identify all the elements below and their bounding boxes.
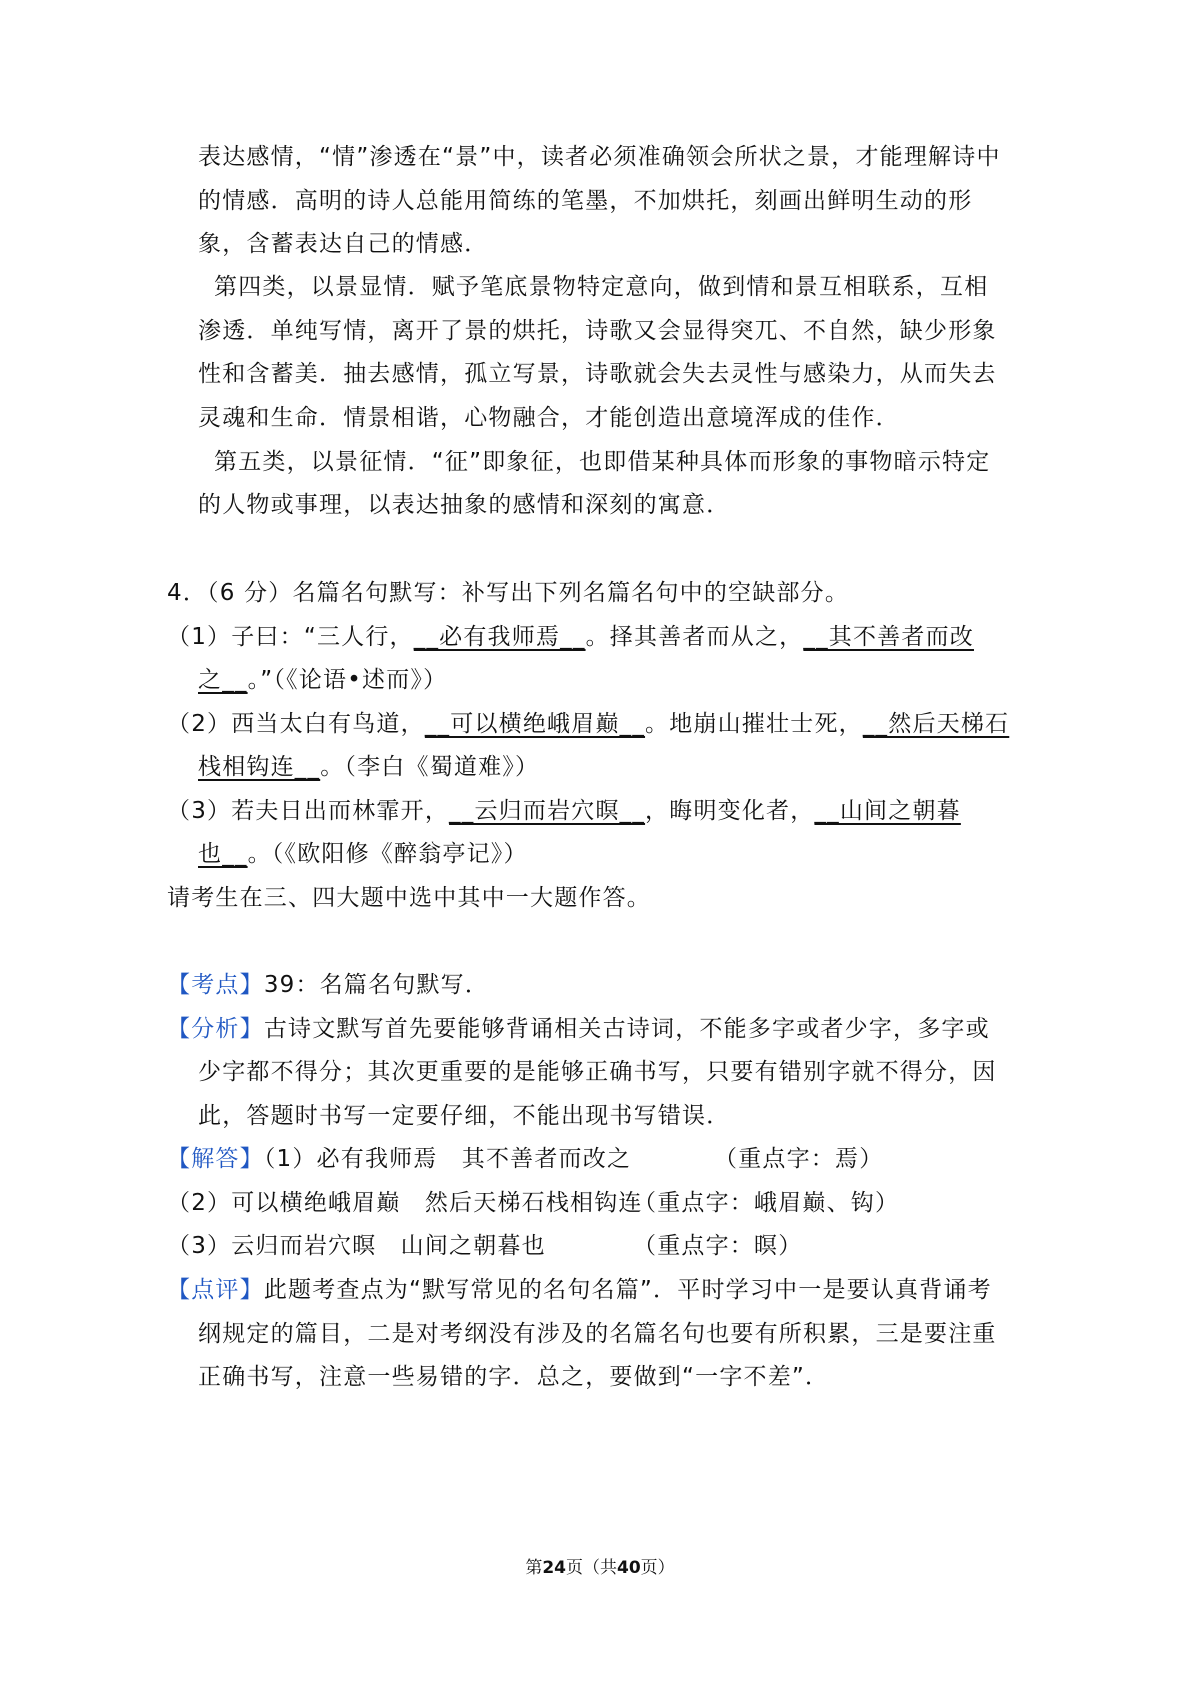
question-source: 。”（《论语•述而》） <box>247 667 448 693</box>
answer-blank: 也__ <box>198 841 248 867</box>
question-text: ，晦明变化者， <box>645 798 815 824</box>
question-item-3 <box>167 796 961 826</box>
fenxi-text: 古诗文默写首先要能够背诵相关古诗词，不能多字或者少字，多字或 <box>263 1016 990 1042</box>
page-footer <box>0 1556 1200 1580</box>
dianping-tag: 【点评】 <box>167 1277 264 1303</box>
answer-blank: __云归而岩穴暝__ <box>449 798 646 824</box>
answer-blank: __然后天梯石 <box>862 711 1010 737</box>
dianping-line: 纲规定的篇目，二是对考纲没有涉及的名篇名句也要有所积累，三是要注重 <box>198 1321 997 1347</box>
answer-blank: __山间之朝暮 <box>814 798 961 824</box>
jieda-keychars: （重点字：暝） <box>633 1233 803 1259</box>
body-line: 灵魂和生命．情景相谐，心物融合，才能创造出意境浑成的佳作． <box>198 405 900 431</box>
question-item-1-cont <box>198 665 447 695</box>
jieda-line <box>167 1144 631 1174</box>
instruction-note: 请考生在三、四大题中选中其中一大题作答。 <box>167 885 651 911</box>
question-item-3-cont <box>198 839 528 869</box>
footer-text: 页） <box>640 1558 675 1578</box>
answer-blank: 栈相钩连__ <box>198 754 321 780</box>
question-title: 4．（6 分）名篇名句默写：补写出下列名篇名句中的空缺部分。 <box>167 580 850 606</box>
body-line: 的人物或事理，以表达抽象的感情和深刻的寓意． <box>198 492 731 518</box>
answer-blank: __必有我师焉__ <box>413 624 586 650</box>
body-line: 渗透．单纯写情，离开了景的烘托，诗歌又会显得突兀、不自然，缺少形象 <box>198 318 997 344</box>
body-line: 第四类，以景显情．赋予笔底景物特定意向，做到情和景互相联系，互相 <box>214 274 989 300</box>
jieda-answer: （1）必有我师焉 其不善者而改之 <box>263 1146 632 1172</box>
kaodian-tag: 【考点】 <box>167 972 264 998</box>
jieda-keychars: （重点字：焉） <box>714 1146 884 1172</box>
question-text: 。地崩山摧壮士死， <box>645 711 863 737</box>
body-line: 的情感．高明的诗人总能用简练的笔墨，不加烘托，刻画出鲜明生动的形 <box>198 188 973 214</box>
footer-text: 页（共 <box>566 1558 617 1578</box>
jieda-answer: （3）云归而岩穴暝 山间之朝暮也 <box>167 1233 546 1259</box>
jieda-tag: 【解答】 <box>167 1146 264 1172</box>
body-line: 第五类，以景征情．“征”即象征，也即借某种具体而形象的事物暗示特定 <box>214 449 991 475</box>
answer-blank: __可以横绝峨眉巅__ <box>424 711 646 737</box>
question-source: 。（《欧阳修《醉翁亭记》） <box>247 841 528 867</box>
dianping-text: 此题考查点为“默写常见的名句名篇”．平时学习中一是要认真背诵考 <box>263 1277 992 1303</box>
dianping-line: 正确书写，注意一些易错的字．总之，要做到“一字不差”． <box>198 1364 830 1390</box>
question-text: （2）西当太白有鸟道， <box>167 711 425 737</box>
question-item-1 <box>167 622 974 652</box>
fenxi-tag: 【分析】 <box>167 1016 264 1042</box>
question-source: 。（李白《蜀道难》） <box>320 754 540 780</box>
answer-blank: __其不善者而改 <box>803 624 974 650</box>
body-line: 表达感情，“情”渗透在“景”中，读者必须准确领会所状之景，才能理解诗中 <box>198 144 1001 170</box>
kaodian-line <box>167 970 489 1000</box>
fenxi-line: 少字都不得分；其次更重要的是能够正确书写，只要有错别字就不得分，因 <box>198 1059 997 1085</box>
jieda-answer: （2）可以横绝峨眉巅 然后天梯石栈相钩连 <box>167 1190 643 1216</box>
question-item-2-cont <box>198 752 539 782</box>
kaodian-text: 39：名篇名句默写． <box>263 972 490 998</box>
fenxi-line <box>167 1014 990 1044</box>
fenxi-line: 此，答题时书写一定要仔细，不能出现书写错误． <box>198 1103 731 1129</box>
page-number: 24 <box>542 1558 566 1578</box>
body-line: 性和含蓄美．抽去感情，孤立写景，诗歌就会失去灵性与感染力，从而失去 <box>198 361 997 387</box>
total-pages: 40 <box>617 1558 641 1578</box>
question-text: （1）子曰：“三人行， <box>167 624 414 650</box>
question-text: （3）若夫日出而林霏开， <box>167 798 450 824</box>
answer-blank: 之__ <box>198 667 248 693</box>
body-line: 象，含蓄表达自己的情感． <box>198 231 489 257</box>
footer-text: 第 <box>525 1558 543 1578</box>
dianping-line <box>167 1275 992 1305</box>
question-item-2 <box>167 709 1009 739</box>
jieda-keychars: （重点字：峨眉巅、钩） <box>633 1190 900 1216</box>
question-text: 。择其善者而从之， <box>585 624 804 650</box>
